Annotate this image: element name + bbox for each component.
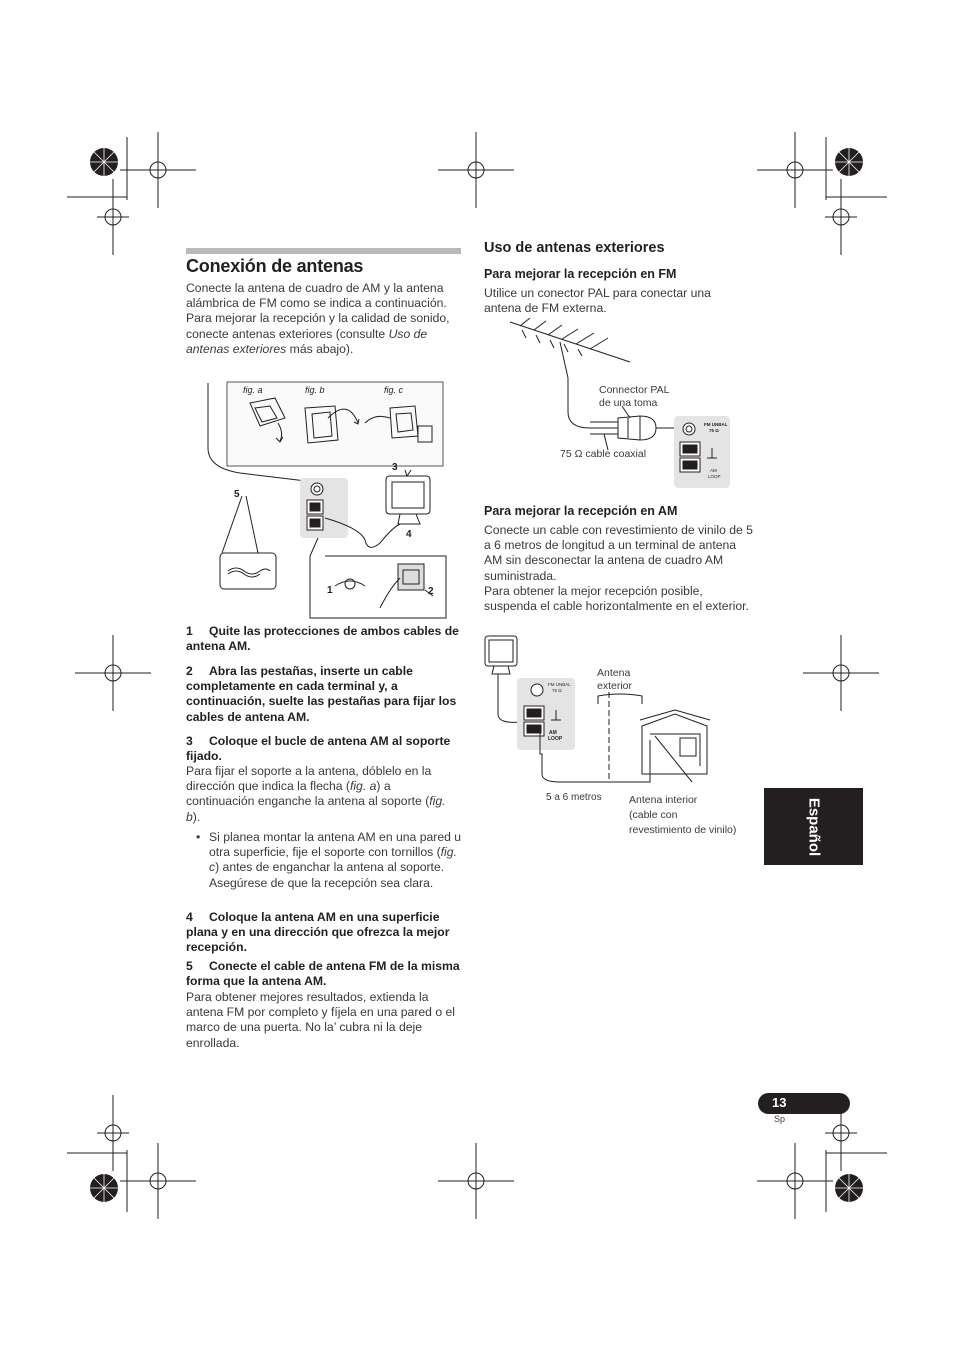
- section-rule: [186, 248, 461, 254]
- indoor-antenna-label: Antena interior (cable con revestimiento de vinilo): [629, 794, 737, 836]
- am-outdoor-antenna-figure: [480, 634, 735, 794]
- outdoor-antenna-label: Antena exterior: [597, 667, 633, 692]
- callout-5: 5: [234, 489, 240, 500]
- coaxial-cable-label: 75 Ω cable coaxial: [560, 448, 647, 460]
- loop-label: LOOP: [708, 474, 721, 479]
- language-tab-label: Español: [805, 797, 822, 856]
- page-number: 13: [772, 1095, 787, 1110]
- callout-2: 2: [428, 586, 434, 597]
- step-4: 4 Coloque la antena AM en una superficie plana y en una dirección que ofrezca la mejor recepción.: [186, 910, 450, 955]
- am-fig-ohm: 75 Ω: [552, 688, 562, 693]
- bullet-wall-mount: • Si planea montar la antena AM en una pared u otra superficie, fije el soporte con tornillos (fig. c) antes de enganchar la antena al soporte. Asegúrese de que la recepción sea clara.: [196, 830, 462, 890]
- fm-ohm-label: 75 Ω: [709, 428, 719, 433]
- step-5-body: Para obtener mejores resultados, extienda la antena FM por completo y fíjela en una pared o el marco de una puerta. No la’ cubra ni la deje enrollada.: [186, 990, 455, 1050]
- callout-1: 1: [327, 585, 333, 596]
- callout-4: 4: [406, 529, 412, 540]
- pal-connector-label: Connector PAL de una toma: [599, 384, 670, 409]
- section-title: Conexión de antenas: [186, 256, 364, 276]
- am-body-1: Conecte un cable con revestimiento de vinilo de 5 a 6 metros de longitud a un terminal de antena AM sin desconectar la antena de cuadro AM suministrada.: [484, 523, 753, 583]
- language-tab: [764, 788, 863, 865]
- step-3: 3 Coloque el bucle de antena AM al soporte fijado.: [186, 734, 451, 764]
- callout-3: 3: [392, 462, 398, 473]
- am-heading: Para mejorar la recepción en AM: [484, 504, 678, 518]
- am-fm-antenna-figure: [200, 378, 450, 623]
- page-language-suffix: Sp: [774, 1114, 786, 1124]
- fig-b-label: fig. b: [305, 385, 325, 395]
- fm-heading: Para mejorar la recepción en FM: [484, 267, 677, 281]
- am-body-2: Para obtener la mejor recepción posible, suspenda el cable horizontalmente en el exterior.: [484, 584, 749, 614]
- fm-body: Utilice un conector PAL para conectar una antena de FM externa.: [484, 286, 711, 316]
- am-fig-loop: LOOP: [548, 736, 563, 742]
- page-number-badge: [758, 1093, 850, 1114]
- fig-c-label: fig. c: [384, 385, 404, 395]
- step-1: 1 Quite las protecciones de ambos cables de antena AM.: [186, 624, 459, 654]
- fig-a-label: fig. a: [243, 385, 263, 395]
- am-fig-am: AM: [549, 730, 557, 736]
- fm-unbal-label: FM UNBAL: [704, 422, 728, 427]
- step-3-body: Para fijar el soporte a la antena, dóblelo en la dirección que indica la flecha (fig. a) a continuación enganche la antena al soporte (fig. b).: [186, 764, 446, 824]
- step-2: 2 Abra las pestañas, inserte un cable completamente en cada terminal y, a continuación, suelte las pestañas para fijar los cables de antena AM.: [186, 664, 457, 724]
- length-label: 5 a 6 metros: [546, 792, 602, 803]
- am-fig-fm-unbal: FM UNBAL: [548, 682, 571, 687]
- intro-paragraph: Conecte la antena de cuadro de AM y la antena alámbrica de FM como se indica a continuación. Para mejorar la recepción y la calidad de sonido, conecte antenas exteriores (consulte Uso de antenas exteriores más abajo).: [186, 281, 450, 356]
- step-5: 5 Conecte el cable de antena FM de la misma forma que la antena AM.: [186, 959, 460, 989]
- outdoor-antenna-title: Uso de antenas exteriores: [484, 240, 665, 256]
- am-label: AM: [710, 468, 717, 473]
